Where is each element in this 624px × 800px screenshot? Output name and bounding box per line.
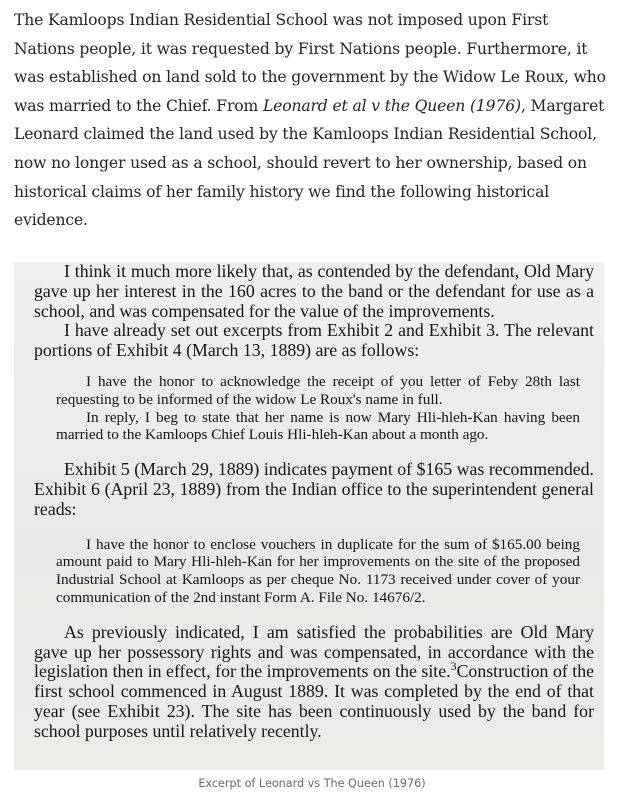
excerpt-paragraph-2: I have already set out excerpts from Exhibit 2 and Exhibit 3. The relevant portions of Exhibit 4 (March 13, 1889) are as follows: xyxy=(34,320,594,361)
excerpt-paragraph-3: Exhibit 5 (March 29, 1889) indicates payment of $165 was recommended. Exhibit 6 (April 23, 1889) from the Indian office to the superintendent general reads: xyxy=(34,459,594,519)
excerpt-paragraph-4b: Construction of the first school commenced in August 1889. It was completed by the end of that year (see Exhibit 23). The site has been continuously used by the band for school purposes until relatively recently. xyxy=(34,661,594,741)
image-caption: Excerpt of Leonard vs The Queen (1976) xyxy=(198,777,426,790)
excerpt-quote-1a: I have the honor to acknowledge the receipt of you letter of Feby 28th last requesting to be informed of the widow Le Roux's name in full. xyxy=(56,372,580,408)
excerpt-quote-2: I have the honor to enclose vouchers in duplicate for the sum of $165.00 being amount paid to Mary Hli-hleh-Kan for her improvements on the site of the proposed Industrial School at Kamloops as per cheque No. 1173 received under cover of your communication of the 2nd instant Form A. File No. 14676/2. xyxy=(56,535,580,606)
footnote-marker: 3 xyxy=(450,659,457,674)
intro-text-part2: , Margaret Leonard claimed the land used by the Kamloops Indian Residential School, now no longer used as a school, should revert to her ownership, based on historical claims of her family history we find the following historical evidence. xyxy=(14,96,605,230)
intro-text-part1: The Kamloops Indian Residential School was not imposed upon First Nations people, it was requested by First Nations people. Furthermore, it was established on land sold to the government by the Widow Le Roux, who was married to the Chief. From xyxy=(14,11,606,115)
case-citation: Leonard et al v the Queen (1976) xyxy=(262,96,521,115)
excerpt-paragraph-4 xyxy=(34,623,594,742)
scanned-excerpt-image xyxy=(14,262,604,770)
excerpt-paragraph-4a: As previously indicated, I am satisfied the probabilities are Old Mary gave up her possessory rights and was compensated, in accordance with the legislation then in effect, for the improvements on the site. xyxy=(34,621,594,682)
scanned-excerpt-text xyxy=(34,262,594,742)
excerpt-quote-1b: In reply, I beg to state that her name is now Mary Hli-hleh-Kan having been married to the Kamloops Chief Louis Hli-hleh-Kan about a month ago. xyxy=(56,408,580,444)
intro-paragraph xyxy=(14,6,612,235)
excerpt-paragraph-1: I think it much more likely that, as contended by the defendant, Old Mary gave up her interest in the 160 acres to the band or the defendant for use as a school, and was compensated for the value of the improvements. xyxy=(34,262,594,321)
